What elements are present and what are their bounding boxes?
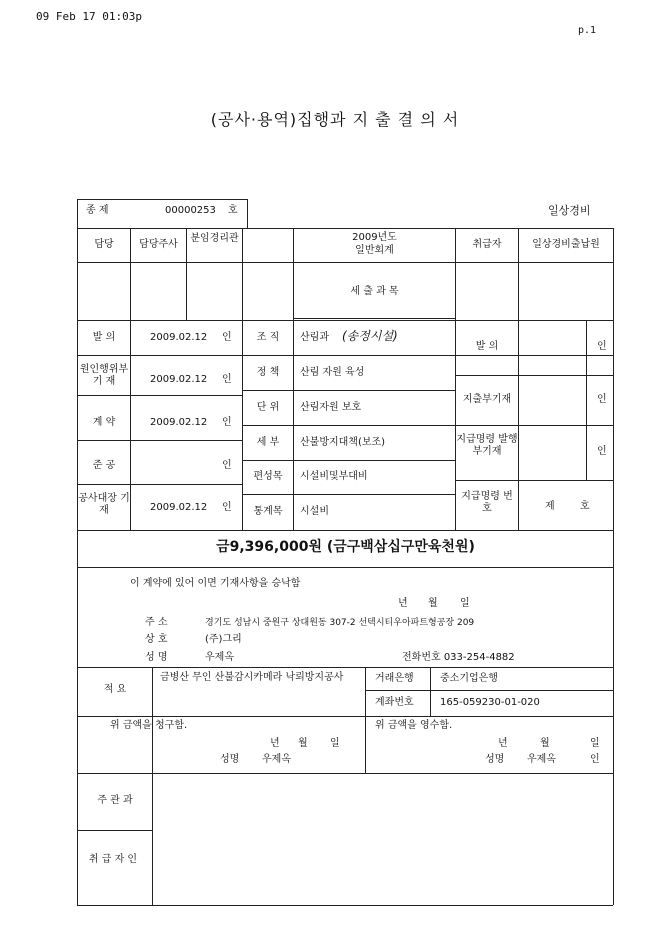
firm-value: (주)그리 — [205, 634, 242, 645]
rule-summary-bottom — [77, 716, 613, 717]
rule-col-5 — [455, 228, 456, 530]
rule-header-bottom — [77, 262, 613, 263]
firm-label: 상 호 — [145, 634, 168, 645]
rule-right-3 — [455, 425, 613, 426]
receipt-seal: 인 — [590, 754, 600, 765]
left-row-date: 2009.02.12 — [150, 374, 208, 385]
claim-name-label: 성명 — [220, 754, 240, 765]
receipt-month: 월 — [540, 738, 550, 749]
receipt-name-label: 성명 — [485, 754, 505, 765]
rule-bank-mid — [365, 690, 613, 691]
left-row-label: 계 약 — [92, 417, 116, 428]
mid-row-value: 산불방지대책(보조) — [300, 437, 386, 448]
rule-header-top — [77, 228, 613, 229]
claim-left: 위 금액을 청구함. — [110, 720, 188, 731]
hdr-chwigeupja: 취급자 — [472, 239, 502, 250]
summary-label: 적 요 — [103, 684, 127, 695]
mid-row-value: 산림과 — [300, 332, 329, 343]
address-label: 주 소 — [145, 617, 168, 628]
rule-col-1 — [130, 228, 131, 530]
rule-row-1 — [77, 320, 613, 321]
rule-mid-5 — [242, 460, 455, 461]
rule-col-3 — [242, 228, 243, 530]
mid-row-value: 시설비및부대비 — [300, 471, 368, 482]
mid-row-label: 조 직 — [256, 332, 280, 343]
bank-label: 거래은행 — [375, 673, 414, 684]
mid-row-label: 편성목 — [253, 471, 283, 482]
hdr-damdang: 담당 — [94, 239, 114, 250]
rule-amount-bottom — [77, 567, 613, 568]
fax-header: 09 Feb 17 01:03p — [36, 10, 142, 23]
left-row-seal: 인 — [222, 332, 232, 343]
doc-number: 00000253 — [165, 205, 216, 216]
left-row-seal: 인 — [222, 374, 232, 385]
right-row-seal: 인 — [597, 394, 607, 405]
right-row-unit: 호 — [580, 501, 590, 512]
rule-col-7 — [586, 320, 587, 480]
rule-top-short — [77, 199, 247, 200]
claim-name: 우제옥 — [262, 754, 291, 765]
right-row-seal: 인 — [597, 341, 607, 352]
date-year: 년 — [398, 598, 408, 609]
rule-form-bottom — [77, 905, 613, 906]
bottom-jugwangwa: 주 관 과 — [97, 795, 133, 806]
left-row-date: 2009.02.12 — [150, 417, 208, 428]
date-day: 일 — [460, 598, 470, 609]
right-row-seal: 제 — [545, 501, 555, 512]
rule-left-3 — [77, 395, 242, 396]
rule-bank-label-col — [430, 667, 431, 716]
contract-intro: 이 계약에 있어 이면 기재사항을 승낙함 — [130, 578, 301, 589]
mid-row-label: 단 위 — [256, 402, 280, 413]
rule-bank-col — [365, 667, 366, 773]
left-row-date: 2009.02.12 — [150, 332, 208, 343]
rule-left-5 — [77, 484, 242, 485]
rule-contract-bottom — [77, 667, 613, 668]
hdr-account: 일반회계 — [355, 245, 394, 256]
right-row-label: 지급명령 번 호 — [461, 491, 513, 514]
bottom-chwigeupja: 취 급 자 인 — [88, 854, 138, 865]
sechul-label: 세 출 과 목 — [350, 286, 399, 297]
right-row-label: 발 의 — [475, 341, 499, 352]
hdr-bunim: 분임경리관 — [190, 233, 239, 244]
claim-year: 년 — [270, 738, 280, 749]
mid-row-value: 산림 자원 육성 — [300, 367, 365, 378]
jong-label: 종 제 — [86, 205, 109, 216]
rule-block-bottom — [77, 530, 613, 531]
rule-mid-3 — [242, 390, 455, 391]
hdr-year: 2009년도 — [352, 232, 397, 243]
receipt-name: 우제옥 — [527, 754, 556, 765]
left-row-label: 공사대장 기 재 — [78, 493, 130, 516]
rule-right-edge — [613, 228, 614, 905]
rule-claim-bottom — [77, 773, 613, 774]
left-row-seal: 인 — [222, 502, 232, 513]
right-row-seal: 인 — [597, 446, 607, 457]
claim-month: 월 — [298, 738, 308, 749]
total-amount: 금9,396,000원 (금구백삼십구만육천원) — [216, 539, 475, 555]
rule-right-4 — [455, 480, 613, 481]
hdr-chulnabwon: 일상경비출납원 — [532, 239, 600, 250]
claim-day: 일 — [330, 738, 340, 749]
rule-row-2 — [77, 355, 613, 356]
left-row-label: 준 공 — [92, 460, 116, 471]
left-row-seal: 인 — [222, 417, 232, 428]
right-row-label: 지출부기재 — [462, 394, 512, 405]
handwritten-note: (송정시설) — [342, 329, 398, 343]
mid-row-value: 산림자원 보호 — [300, 402, 362, 413]
right-row-label: 지급명령 발행부기재 — [456, 434, 518, 457]
hdr-damdang-jusa: 담당주사 — [139, 239, 178, 250]
document-title: (공사·용역)집행과 지 출 결 의 서 — [210, 110, 460, 129]
mid-row-label: 통계목 — [253, 506, 283, 517]
left-row-label: 발 의 — [92, 332, 116, 343]
phone: 전화번호 033-254-4882 — [402, 652, 515, 663]
summary-text: 금병산 무인 산불감시카메라 낙뢰방지공사 — [160, 672, 344, 683]
account-label: 계좌번호 — [375, 697, 414, 708]
name-value: 우제옥 — [205, 652, 234, 663]
rule-bottom-mid — [77, 830, 152, 831]
rule-mid-4 — [242, 425, 455, 426]
rule-left-4 — [77, 440, 242, 441]
rule-col-4 — [293, 228, 294, 530]
rule-right-2 — [455, 375, 613, 376]
receipt-year: 년 — [498, 738, 508, 749]
doc-number-unit: 호 — [228, 205, 238, 216]
claim-right: 위 금액을 영수함. — [375, 720, 453, 731]
rule-summary-col — [152, 667, 153, 905]
expense-category: 일상경비 — [548, 204, 591, 217]
rule-top-short-end — [247, 199, 248, 228]
mid-row-value: 시설비 — [300, 506, 329, 517]
left-row-date: 2009.02.12 — [150, 502, 208, 513]
receipt-day: 일 — [590, 738, 600, 749]
left-row-seal: 인 — [222, 460, 232, 471]
rule-mid-6 — [242, 494, 455, 495]
date-month: 월 — [428, 598, 438, 609]
rule-sechul-bottom — [293, 318, 455, 319]
name-label: 성 명 — [145, 652, 168, 663]
address-value: 경기도 성남시 중원구 상대원동 307-2 선텍시티우아파트형공장 209 — [205, 618, 475, 628]
account-value: 165-059230-01-020 — [440, 697, 540, 708]
page-number: p.1 — [578, 25, 597, 36]
bank-value: 중소기업은행 — [440, 673, 498, 684]
rule-col-6 — [518, 228, 519, 530]
mid-row-label: 세 부 — [256, 437, 280, 448]
left-row-label: 원인행위부 기 재 — [79, 364, 129, 387]
mid-row-label: 정 책 — [256, 367, 280, 378]
